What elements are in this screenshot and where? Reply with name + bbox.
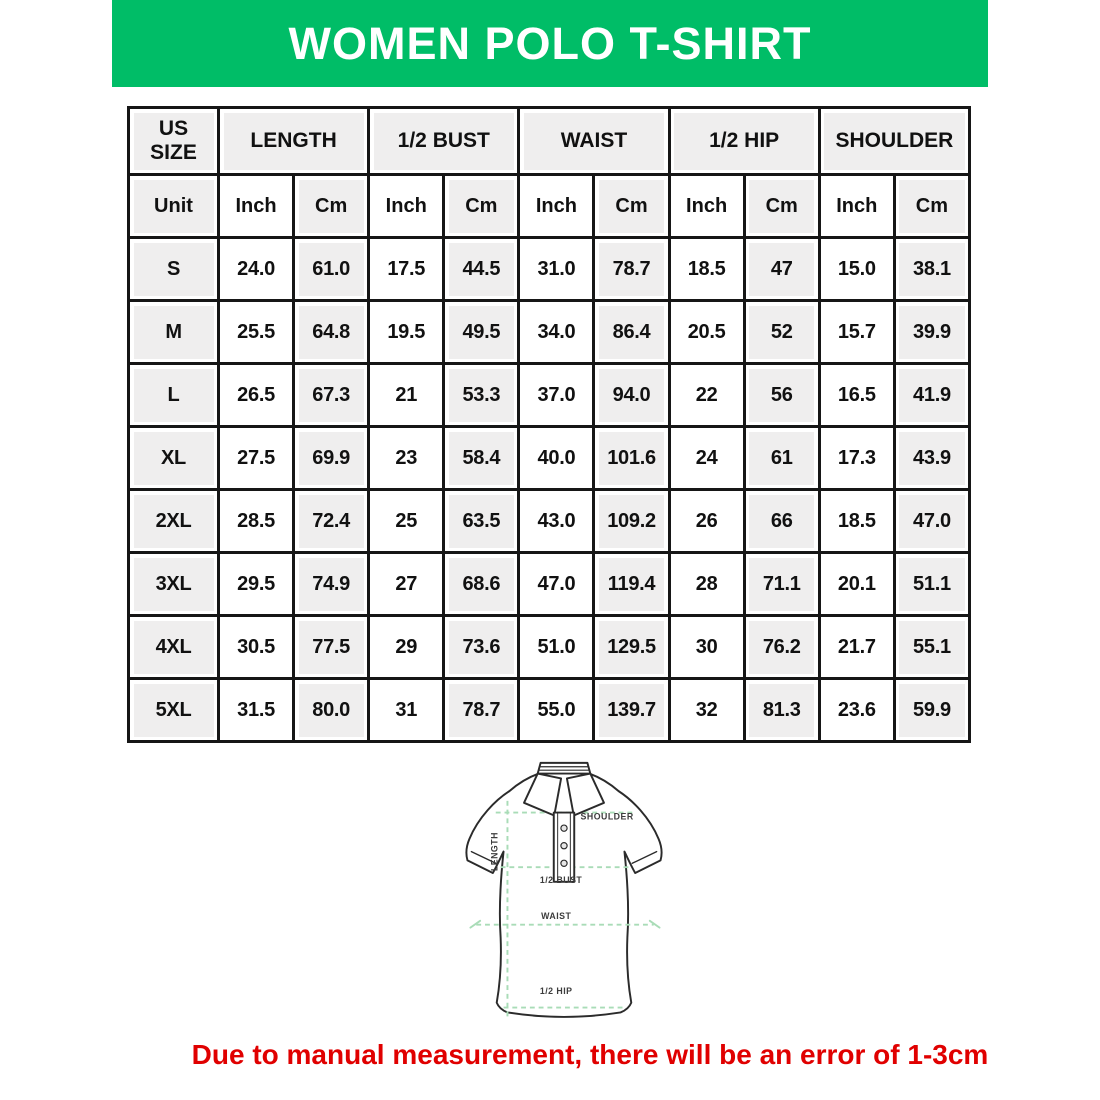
- value-cell: 139.7: [594, 679, 669, 742]
- title-banner: [112, 0, 988, 87]
- unit-header: Inch: [669, 175, 744, 238]
- value-cell: 47.0: [894, 490, 969, 553]
- value-cell: 16.5: [819, 364, 894, 427]
- value-cell: 17.5: [369, 238, 444, 301]
- value-cell: 61: [744, 427, 819, 490]
- unit-header: Unit: [129, 175, 219, 238]
- value-cell: 51.1: [894, 553, 969, 616]
- unit-header: Inch: [519, 175, 594, 238]
- collar-band: [538, 763, 591, 774]
- value-cell: 31: [369, 679, 444, 742]
- table-row: [129, 679, 970, 742]
- unit-header: Cm: [294, 175, 369, 238]
- col-header-bust: 1/2 BUST: [369, 108, 519, 175]
- value-cell: 21.7: [819, 616, 894, 679]
- value-cell: 28.5: [219, 490, 294, 553]
- value-cell: 63.5: [444, 490, 519, 553]
- value-cell: 53.3: [444, 364, 519, 427]
- table-row: [129, 616, 970, 679]
- value-cell: 73.6: [444, 616, 519, 679]
- unit-header: Inch: [819, 175, 894, 238]
- unit-header-row: [129, 175, 970, 238]
- size-cell: XL: [129, 427, 219, 490]
- value-cell: 51.0: [519, 616, 594, 679]
- size-cell: 3XL: [129, 553, 219, 616]
- value-cell: 58.4: [444, 427, 519, 490]
- col-header-length: LENGTH: [219, 108, 369, 175]
- value-cell: 109.2: [594, 490, 669, 553]
- value-cell: 119.4: [594, 553, 669, 616]
- measurement-disclaimer: Due to manual measurement, there will be an error of 1-3cm: [191, 1039, 989, 1070]
- unit-header: Cm: [444, 175, 519, 238]
- hip-label: 1/2 HIP: [539, 985, 573, 996]
- value-cell: 31.0: [519, 238, 594, 301]
- value-cell: 52: [744, 301, 819, 364]
- bust-label: 1/2 BUST: [539, 874, 583, 885]
- value-cell: 76.2: [744, 616, 819, 679]
- value-cell: 25.5: [219, 301, 294, 364]
- size-cell: M: [129, 301, 219, 364]
- col-header-us-size: US SIZE: [129, 108, 219, 175]
- size-cell: 2XL: [129, 490, 219, 553]
- value-cell: 34.0: [519, 301, 594, 364]
- value-cell: 32: [669, 679, 744, 742]
- value-cell: 28: [669, 553, 744, 616]
- value-cell: 61.0: [294, 238, 369, 301]
- value-cell: 18.5: [819, 490, 894, 553]
- button: [561, 860, 567, 866]
- col-header-shoulder: SHOULDER: [819, 108, 969, 175]
- value-cell: 18.5: [669, 238, 744, 301]
- polo-shirt-diagram: [447, 757, 681, 1030]
- col-header-hip: 1/2 HIP: [669, 108, 819, 175]
- table-row: [129, 427, 970, 490]
- value-cell: 72.4: [294, 490, 369, 553]
- unit-header: Inch: [219, 175, 294, 238]
- value-cell: 71.1: [744, 553, 819, 616]
- value-cell: 25: [369, 490, 444, 553]
- value-cell: 26: [669, 490, 744, 553]
- value-cell: 94.0: [594, 364, 669, 427]
- table-row: [129, 553, 970, 616]
- value-cell: 40.0: [519, 427, 594, 490]
- value-cell: 78.7: [444, 679, 519, 742]
- value-cell: 37.0: [519, 364, 594, 427]
- size-table-body: [129, 238, 970, 742]
- unit-header: Inch: [369, 175, 444, 238]
- value-cell: 80.0: [294, 679, 369, 742]
- value-cell: 47: [744, 238, 819, 301]
- value-cell: 41.9: [894, 364, 969, 427]
- value-cell: 20.5: [669, 301, 744, 364]
- value-cell: 24: [669, 427, 744, 490]
- value-cell: 43.0: [519, 490, 594, 553]
- value-cell: 19.5: [369, 301, 444, 364]
- value-cell: 17.3: [819, 427, 894, 490]
- value-cell: 64.8: [294, 301, 369, 364]
- waist-label: WAIST: [541, 910, 572, 921]
- value-cell: 27.5: [219, 427, 294, 490]
- value-cell: 39.9: [894, 301, 969, 364]
- value-cell: 86.4: [594, 301, 669, 364]
- unit-header: Cm: [894, 175, 969, 238]
- group-header-row: [129, 108, 970, 175]
- value-cell: 74.9: [294, 553, 369, 616]
- table-row: [129, 364, 970, 427]
- button: [561, 825, 567, 831]
- size-cell: 5XL: [129, 679, 219, 742]
- value-cell: 21: [369, 364, 444, 427]
- value-cell: 15.0: [819, 238, 894, 301]
- value-cell: 66: [744, 490, 819, 553]
- value-cell: 55.0: [519, 679, 594, 742]
- table-row: [129, 238, 970, 301]
- unit-header: Cm: [744, 175, 819, 238]
- unit-header: Cm: [594, 175, 669, 238]
- size-cell: L: [129, 364, 219, 427]
- value-cell: 22: [669, 364, 744, 427]
- value-cell: 69.9: [294, 427, 369, 490]
- table-row: [129, 301, 970, 364]
- value-cell: 68.6: [444, 553, 519, 616]
- col-header-waist: WAIST: [519, 108, 669, 175]
- size-cell: 4XL: [129, 616, 219, 679]
- value-cell: 44.5: [444, 238, 519, 301]
- value-cell: 129.5: [594, 616, 669, 679]
- value-cell: 31.5: [219, 679, 294, 742]
- button: [561, 843, 567, 849]
- value-cell: 55.1: [894, 616, 969, 679]
- value-cell: 15.7: [819, 301, 894, 364]
- value-cell: 29.5: [219, 553, 294, 616]
- value-cell: 20.1: [819, 553, 894, 616]
- value-cell: 26.5: [219, 364, 294, 427]
- value-cell: 43.9: [894, 427, 969, 490]
- shoulder-label: SHOULDER: [580, 811, 634, 822]
- value-cell: 59.9: [894, 679, 969, 742]
- value-cell: 38.1: [894, 238, 969, 301]
- value-cell: 78.7: [594, 238, 669, 301]
- page-title: WOMEN POLO T-SHIRT: [288, 17, 812, 69]
- table-row: [129, 490, 970, 553]
- value-cell: 77.5: [294, 616, 369, 679]
- value-cell: 67.3: [294, 364, 369, 427]
- length-label: LENGTH: [489, 832, 500, 872]
- size-chart-table: [127, 106, 971, 743]
- size-cell: S: [129, 238, 219, 301]
- value-cell: 23.6: [819, 679, 894, 742]
- value-cell: 24.0: [219, 238, 294, 301]
- value-cell: 29: [369, 616, 444, 679]
- value-cell: 81.3: [744, 679, 819, 742]
- value-cell: 101.6: [594, 427, 669, 490]
- value-cell: 47.0: [519, 553, 594, 616]
- shirt-body-outline: [466, 774, 661, 1017]
- value-cell: 23: [369, 427, 444, 490]
- value-cell: 30: [669, 616, 744, 679]
- value-cell: 56: [744, 364, 819, 427]
- value-cell: 27: [369, 553, 444, 616]
- value-cell: 49.5: [444, 301, 519, 364]
- value-cell: 30.5: [219, 616, 294, 679]
- polo-shirt-svg: [447, 757, 681, 1030]
